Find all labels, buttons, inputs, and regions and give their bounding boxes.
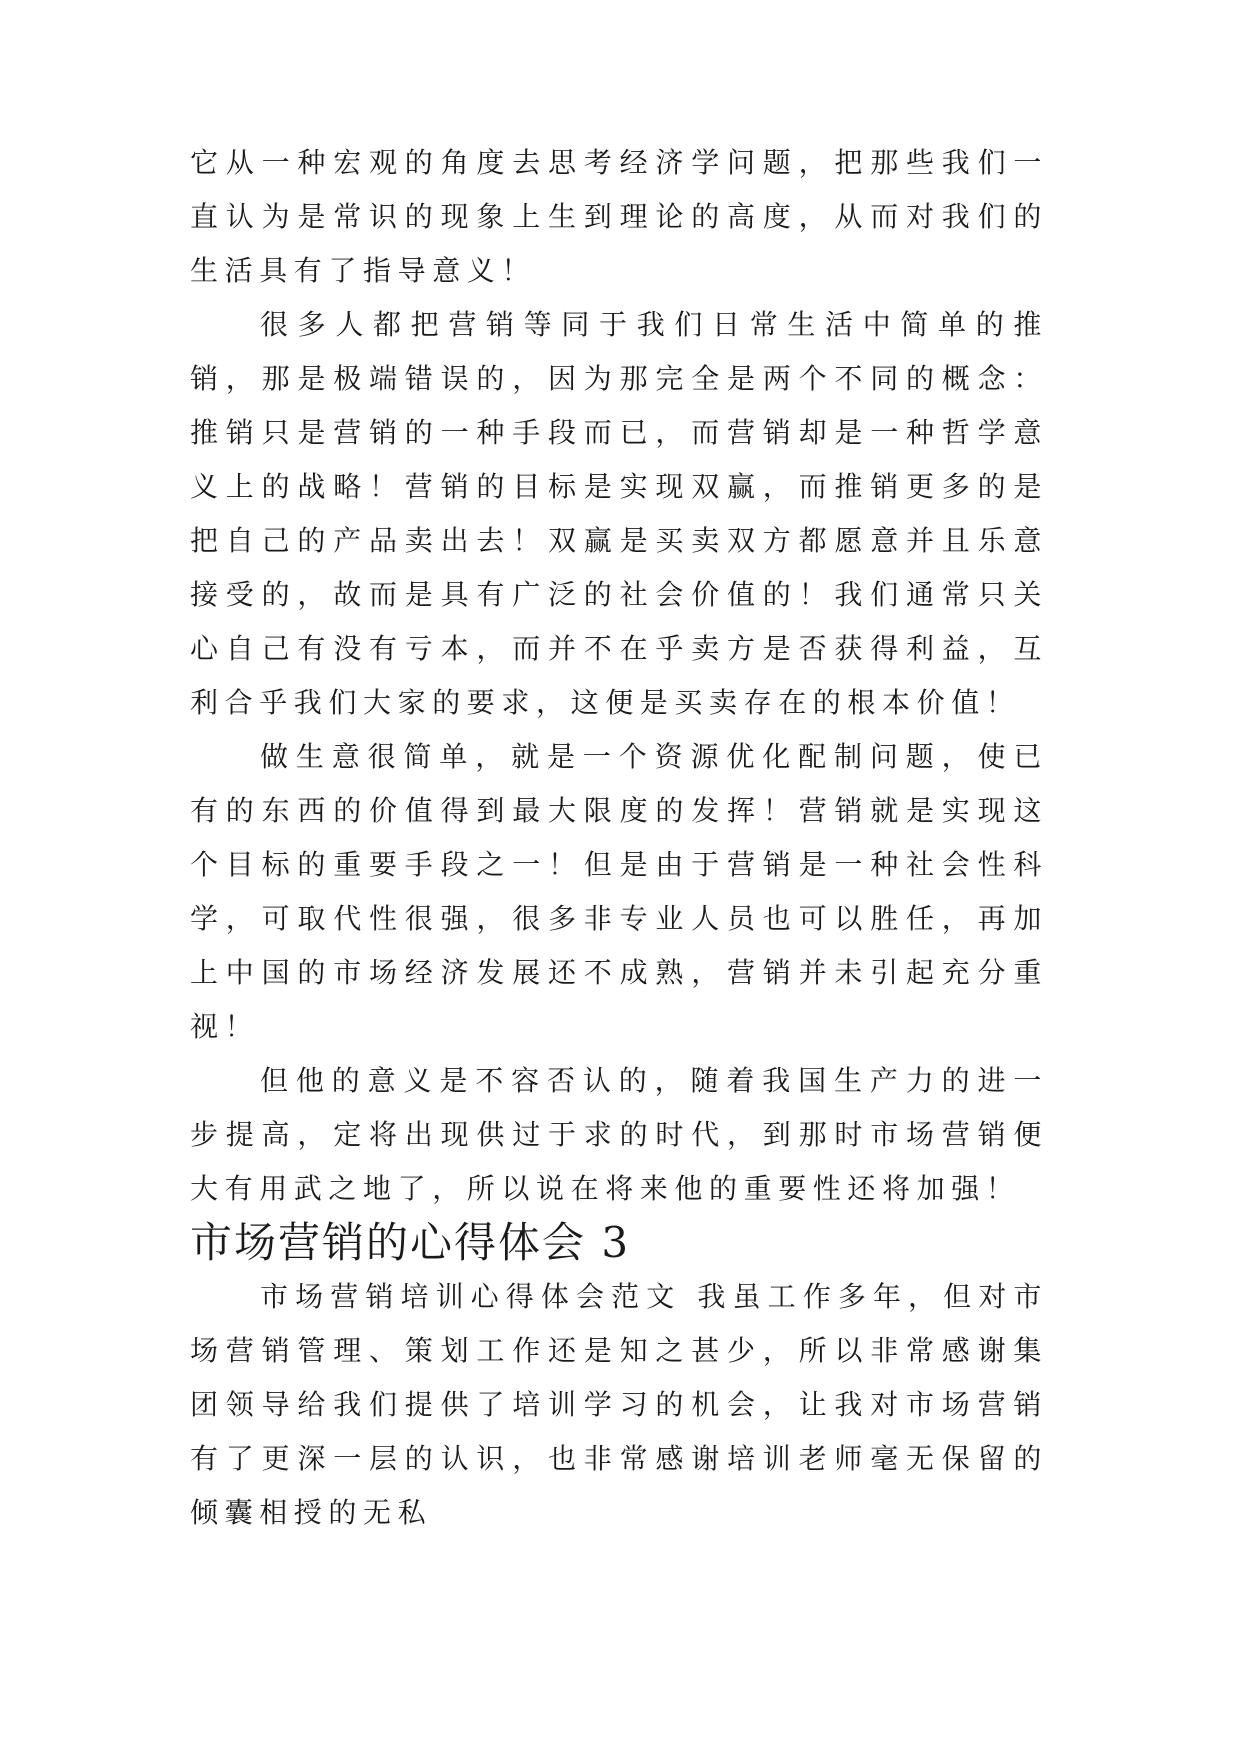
paragraph: 很多人都把营销等同于我们日常生活中简单的推销，那是极端错误的，因为那完全是两个不同的概念：推销只是营销的一种手段而已，而营销却是一种哲学意义上的战略！营销的目标是实现双赢，而推销更多的是把自己的产品卖出去！双赢是买卖双方都愿意并且乐意接受的，故而是具有广泛的社会价值的！我们通常只关心自己有没有亏本，而并不在乎卖方是否获得利益，互利合乎我们大家的要求，这便是买卖存在的根本价值！: [190, 308, 1048, 719]
paragraph: 做生意很简单，就是一个资源优化配制问题，使已有的东西的价值得到最大限度的发挥！营销就是实现这个目标的重要手段之一！但是由于营销是一种社会性科学，可取代性很强，很多非专业人员也可以胜任，再加上中国的市场经济发展还不成熟，营销并未引起充分重视！: [190, 740, 1048, 1043]
paragraph: 市场营销培训心得体会范文 我虽工作多年，但对市场营销管理、策划工作还是知之甚少，所以非常感谢集团领导给我们提供了培训学习的机会，让我对市场营销有了更深一层的认识，也非常感谢培训老师毫无保留的倾囊相授的无私: [190, 1280, 1048, 1529]
paragraph: 但他的意义是不容否认的，随着我国生产力的进一步提高，定将出现供过于求的时代，到那时市场营销便大有用武之地了，所以说在将来他的重要性还将加强！: [190, 1064, 1048, 1205]
document-page: [190, 136, 1048, 1540]
section-heading: 市场营销的心得体会 3: [190, 1218, 631, 1267]
paragraph: 它从一种宏观的角度去思考经济学问题，把那些我们一直认为是常识的现象上生到理论的高度，从而对我们的生活具有了指导意义！: [190, 146, 1048, 287]
